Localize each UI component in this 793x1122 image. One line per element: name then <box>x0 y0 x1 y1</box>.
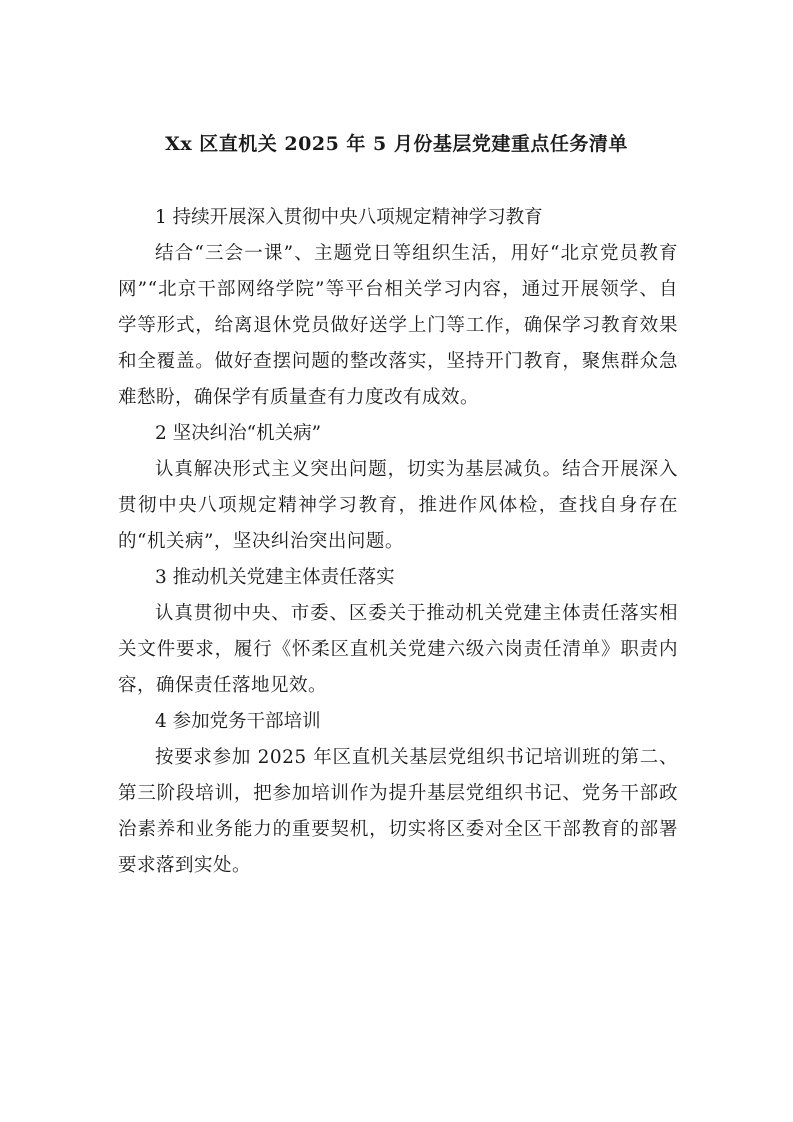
document-title: Xx 区直机关 2025 年 5 月份基层党建重点任务清单 <box>165 133 628 155</box>
section-body: 按要求参加 2025 年区直机关基层党组织书记培训班的第二、第三阶段培训，把参加培训作为提升基层党组织书记、党务干部政治素养和业务能力的重要契机，切实将区委对全区干部教育的部署要求落到实处。 <box>118 747 678 876</box>
section-body: 认真贯彻中央、市委、区委关于推动机关党建主体责任落实相关文件要求，履行《怀柔区直机关党建六级六岗责任清单》职责内容，确保责任落地见效。 <box>118 603 678 696</box>
section-heading: 1 持续开展深入贯彻中央八项规定精神学习教育 <box>155 207 543 228</box>
document-body <box>118 200 678 884</box>
section-body: 认真解决形式主义突出问题，切实为基层减负。结合开展深入贯彻中央八项规定精神学习教育，推进作风体检，查找自身存在的“机关病”，坚决纠治突出问题。 <box>118 459 678 552</box>
section-body: 结合“三会一课”、主题党日等组织生活，用好“北京党员教育网”“北京干部网络学院”等平台相关学习内容，通过开展领学、自学等形式，给离退休党员做好送学上门等工作，确保学习教育效果和全覆盖。做好查摆问题的整改落实，坚持开门教育，聚焦群众急难愁盼，确保学有质量查有力度改有成效。 <box>118 243 678 408</box>
section-heading: 2 坚决纠治“机关病” <box>155 423 322 444</box>
section-heading: 4 参加党务干部培训 <box>155 711 321 732</box>
section-heading: 3 推动机关党建主体责任落实 <box>155 567 395 588</box>
